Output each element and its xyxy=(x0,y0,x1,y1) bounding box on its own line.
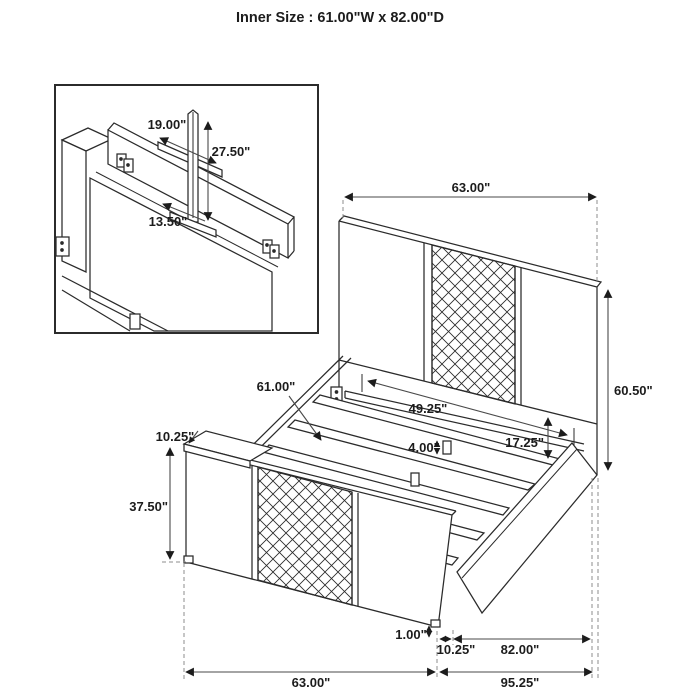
inset-side-plate xyxy=(56,237,69,256)
inset-detail xyxy=(55,85,318,333)
page-title: Inner Size : 61.00"W x 82.00"D xyxy=(236,10,444,26)
dim-bracket-bar-width: 19.00" xyxy=(147,117,187,132)
headboard-hatch-panel xyxy=(432,245,515,404)
dim-bracket-height: 27.50" xyxy=(211,144,251,159)
dim-rail-height: 17.25" xyxy=(505,435,544,450)
glide-foot-right xyxy=(431,620,440,627)
dim-inner-depth: 82.00" xyxy=(500,642,540,657)
inset-peg xyxy=(130,314,140,329)
dim-inner-opening: 49.25" xyxy=(408,401,448,416)
footboard-hatch-panel xyxy=(258,467,352,605)
dim-bracket-base-width: 13.50" xyxy=(148,214,188,229)
dim-overall-depth: 95.25" xyxy=(500,675,540,690)
dim-headboard-height: 60.50" xyxy=(614,383,653,398)
dim-inner-width: 61.00" xyxy=(256,379,296,394)
dim-footboard-top-depth: 10.25" xyxy=(155,429,195,444)
dim-footboard-height: 37.50" xyxy=(129,499,168,514)
dim-footboard-bottom-depth: 10.25" xyxy=(436,642,476,657)
dim-headboard-width: 63.00" xyxy=(451,180,491,195)
dim-glide-height: 1.00" xyxy=(395,627,427,642)
dim-slat-width: 4.00" xyxy=(408,440,440,455)
dim-footboard-width: 63.00" xyxy=(291,675,331,690)
